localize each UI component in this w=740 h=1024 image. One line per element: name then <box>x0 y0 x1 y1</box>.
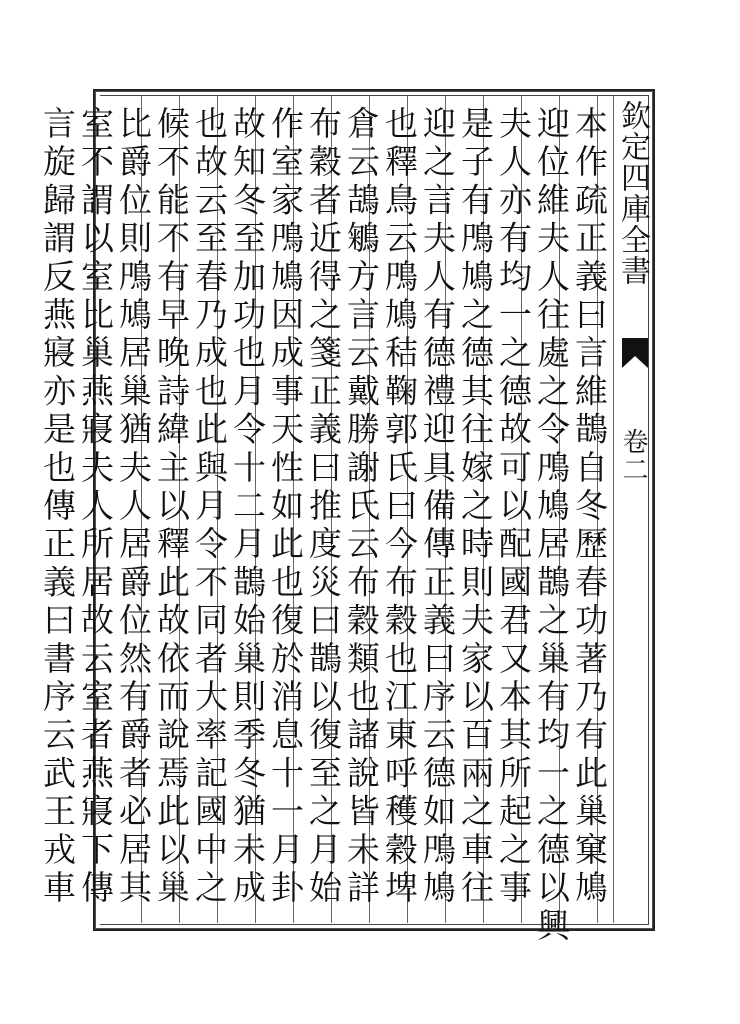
fish-tail-mark-icon <box>622 338 648 368</box>
volume-label: 卷二 <box>618 428 648 484</box>
text-column: 故知冬至加功也月令十二月鵲始巢則季冬猶未成 <box>228 106 267 909</box>
book-title: 欽定四庫全書 <box>615 100 650 286</box>
text-column: 布穀者近得之箋正義曰推度災曰鵲以復至之月始 <box>304 106 343 909</box>
text-column: 比爵位則鳲鳩居巢猶夫人居爵位然有爵者必居其 <box>114 106 153 909</box>
text-column: 室不謂以室比巢燕寢夫人所居故云室者燕寢下傳 <box>76 106 115 909</box>
text-column: 也故云至春乃成也此與月令不同者大率記國中之 <box>190 106 229 909</box>
text-column: 是子有鳲鳩之德其往嫁之時則夫家以百兩之車往 <box>456 106 495 909</box>
text-column: 作室家鳲鳩因成事天性如此也復於消息十一月卦 <box>266 106 305 909</box>
text-column: 倉云鴶鵴方言云戴勝謝氏云布穀類也諸說皆未詳 <box>342 106 381 909</box>
text-column: 也釋鳥云鳲鳩秸鞠郭氏曰今布穀也江東呼穫穀埤 <box>380 106 419 909</box>
text-column: 迎位維夫人往處之令鳲鳩居鵲之巢有均一之德以興 <box>532 106 571 947</box>
text-column: 本作疏正義曰言維鵲自冬歷春功著乃有此巢窠鳩 <box>570 106 609 909</box>
text-column: 迎之言夫人有德禮迎具備傳正義曰序云德如鳲鳩 <box>418 106 457 909</box>
text-column: 夫人亦有均一之德故可以配國君又本其所起之事 <box>494 106 533 909</box>
column-rule <box>613 96 614 923</box>
text-column: 候不能不有早晚詩緯主以釋此故依而說焉此以巢 <box>152 106 191 909</box>
text-column: 言旋歸謂反燕寢亦是也傳正義曰書序云武王戎車 <box>38 106 77 909</box>
